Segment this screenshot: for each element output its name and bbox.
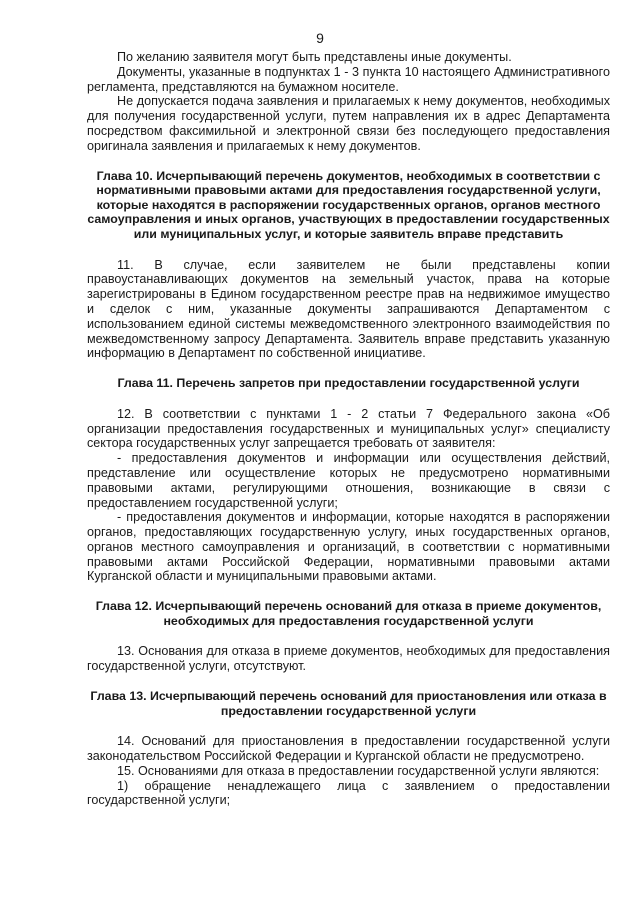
- document-body: [87, 50, 610, 808]
- chapter-13-heading: Глава 13. Исчерпывающий перечень оснований для приостановления или отказа в предоставлении государственной услуги: [90, 689, 607, 718]
- page-number: 9: [316, 30, 324, 46]
- paragraph: По желанию заявителя могут быть представлены иные документы.: [117, 50, 512, 64]
- paragraph: 11. В случае, если заявителем не были представлены копии правоустанавливающих документов на земельный участок, права на которые зарегистрированы в Едином государственном реестре прав на недвижимое имущество и сделок с ним, указанные документы запрашиваются Департаментом с использованием единой системы межведомственного электронного взаимодействия по межведомственному запросу Департамента. Заявитель вправе представить указанную информацию в Департамент по собственной инициативе.: [87, 257, 610, 361]
- paragraph: Не допускается подача заявления и прилагаемых к нему документов, необходимых для получения государственной услуги, путем направления их в адрес Департамента посредством факсимильной и электронной связи без последующего предоставления оригинала заявления и прилагаемых к нему документов.: [87, 94, 610, 153]
- paragraph: 14. Оснований для приостановления в предоставлении государственной услуги законодательством Российской Федерации и Курганской области не предусмотрено.: [87, 734, 610, 764]
- chapter-11-heading: Глава 11. Перечень запретов при предоставлении государственной услуги: [117, 376, 580, 391]
- paragraph: 15. Основаниями для отказа в предоставлении государственной услуги являются:: [117, 763, 600, 778]
- paragraph: 12. В соответствии с пунктами 1 - 2 статьи 7 Федерального закона «Об организации предоставления государственных и муниципальных услуг» специалисту сектора государственных услуг запрещается требовать от заявителя:: [87, 406, 610, 451]
- paragraph: Документы, указанные в подпунктах 1 - 3 пункта 10 настоящего Административного регламента, представляются на бумажном носителе.: [87, 64, 610, 94]
- paragraph: 13. Основания для отказа в приеме документов, необходимых для предоставления государственной услуги, отсутствуют.: [87, 644, 610, 674]
- list-item: - предоставления документов и информации или осуществления действий, представление или осуществление которых не предусмотрено нормативными правовыми актами, регулирующими отношения, возникающие в связи с предоставлением государственной услуги;: [87, 451, 610, 510]
- chapter-10-heading: Глава 10. Исчерпывающий перечень документов, необходимых в соответствии с нормативными правовыми актами для предоставления государственной услуги, которые находятся в распоряжении государственных органов, органов местного самоуправления и иных органов, участвующих в предоставлении государственных или муниципальных услуг, и которые заявитель вправе представить: [87, 168, 610, 241]
- list-item: - предоставления документов и информации, которые находятся в распоряжении органов, предоставляющих государственную услугу, иных государственных органов, органов местного самоуправления и организаций, в соответствии с нормативными правовыми актами Российской Федерации, нормативными правовыми актами Курганской области и муниципальными правовыми актами.: [87, 510, 610, 584]
- list-item: 1) обращение ненадлежащего лица с заявлением о предоставлении государственной услуги;: [87, 778, 610, 808]
- chapter-12-heading: Глава 12. Исчерпывающий перечень оснований для отказа в приеме документов, необходимых для предоставления государственной услуги: [95, 599, 602, 628]
